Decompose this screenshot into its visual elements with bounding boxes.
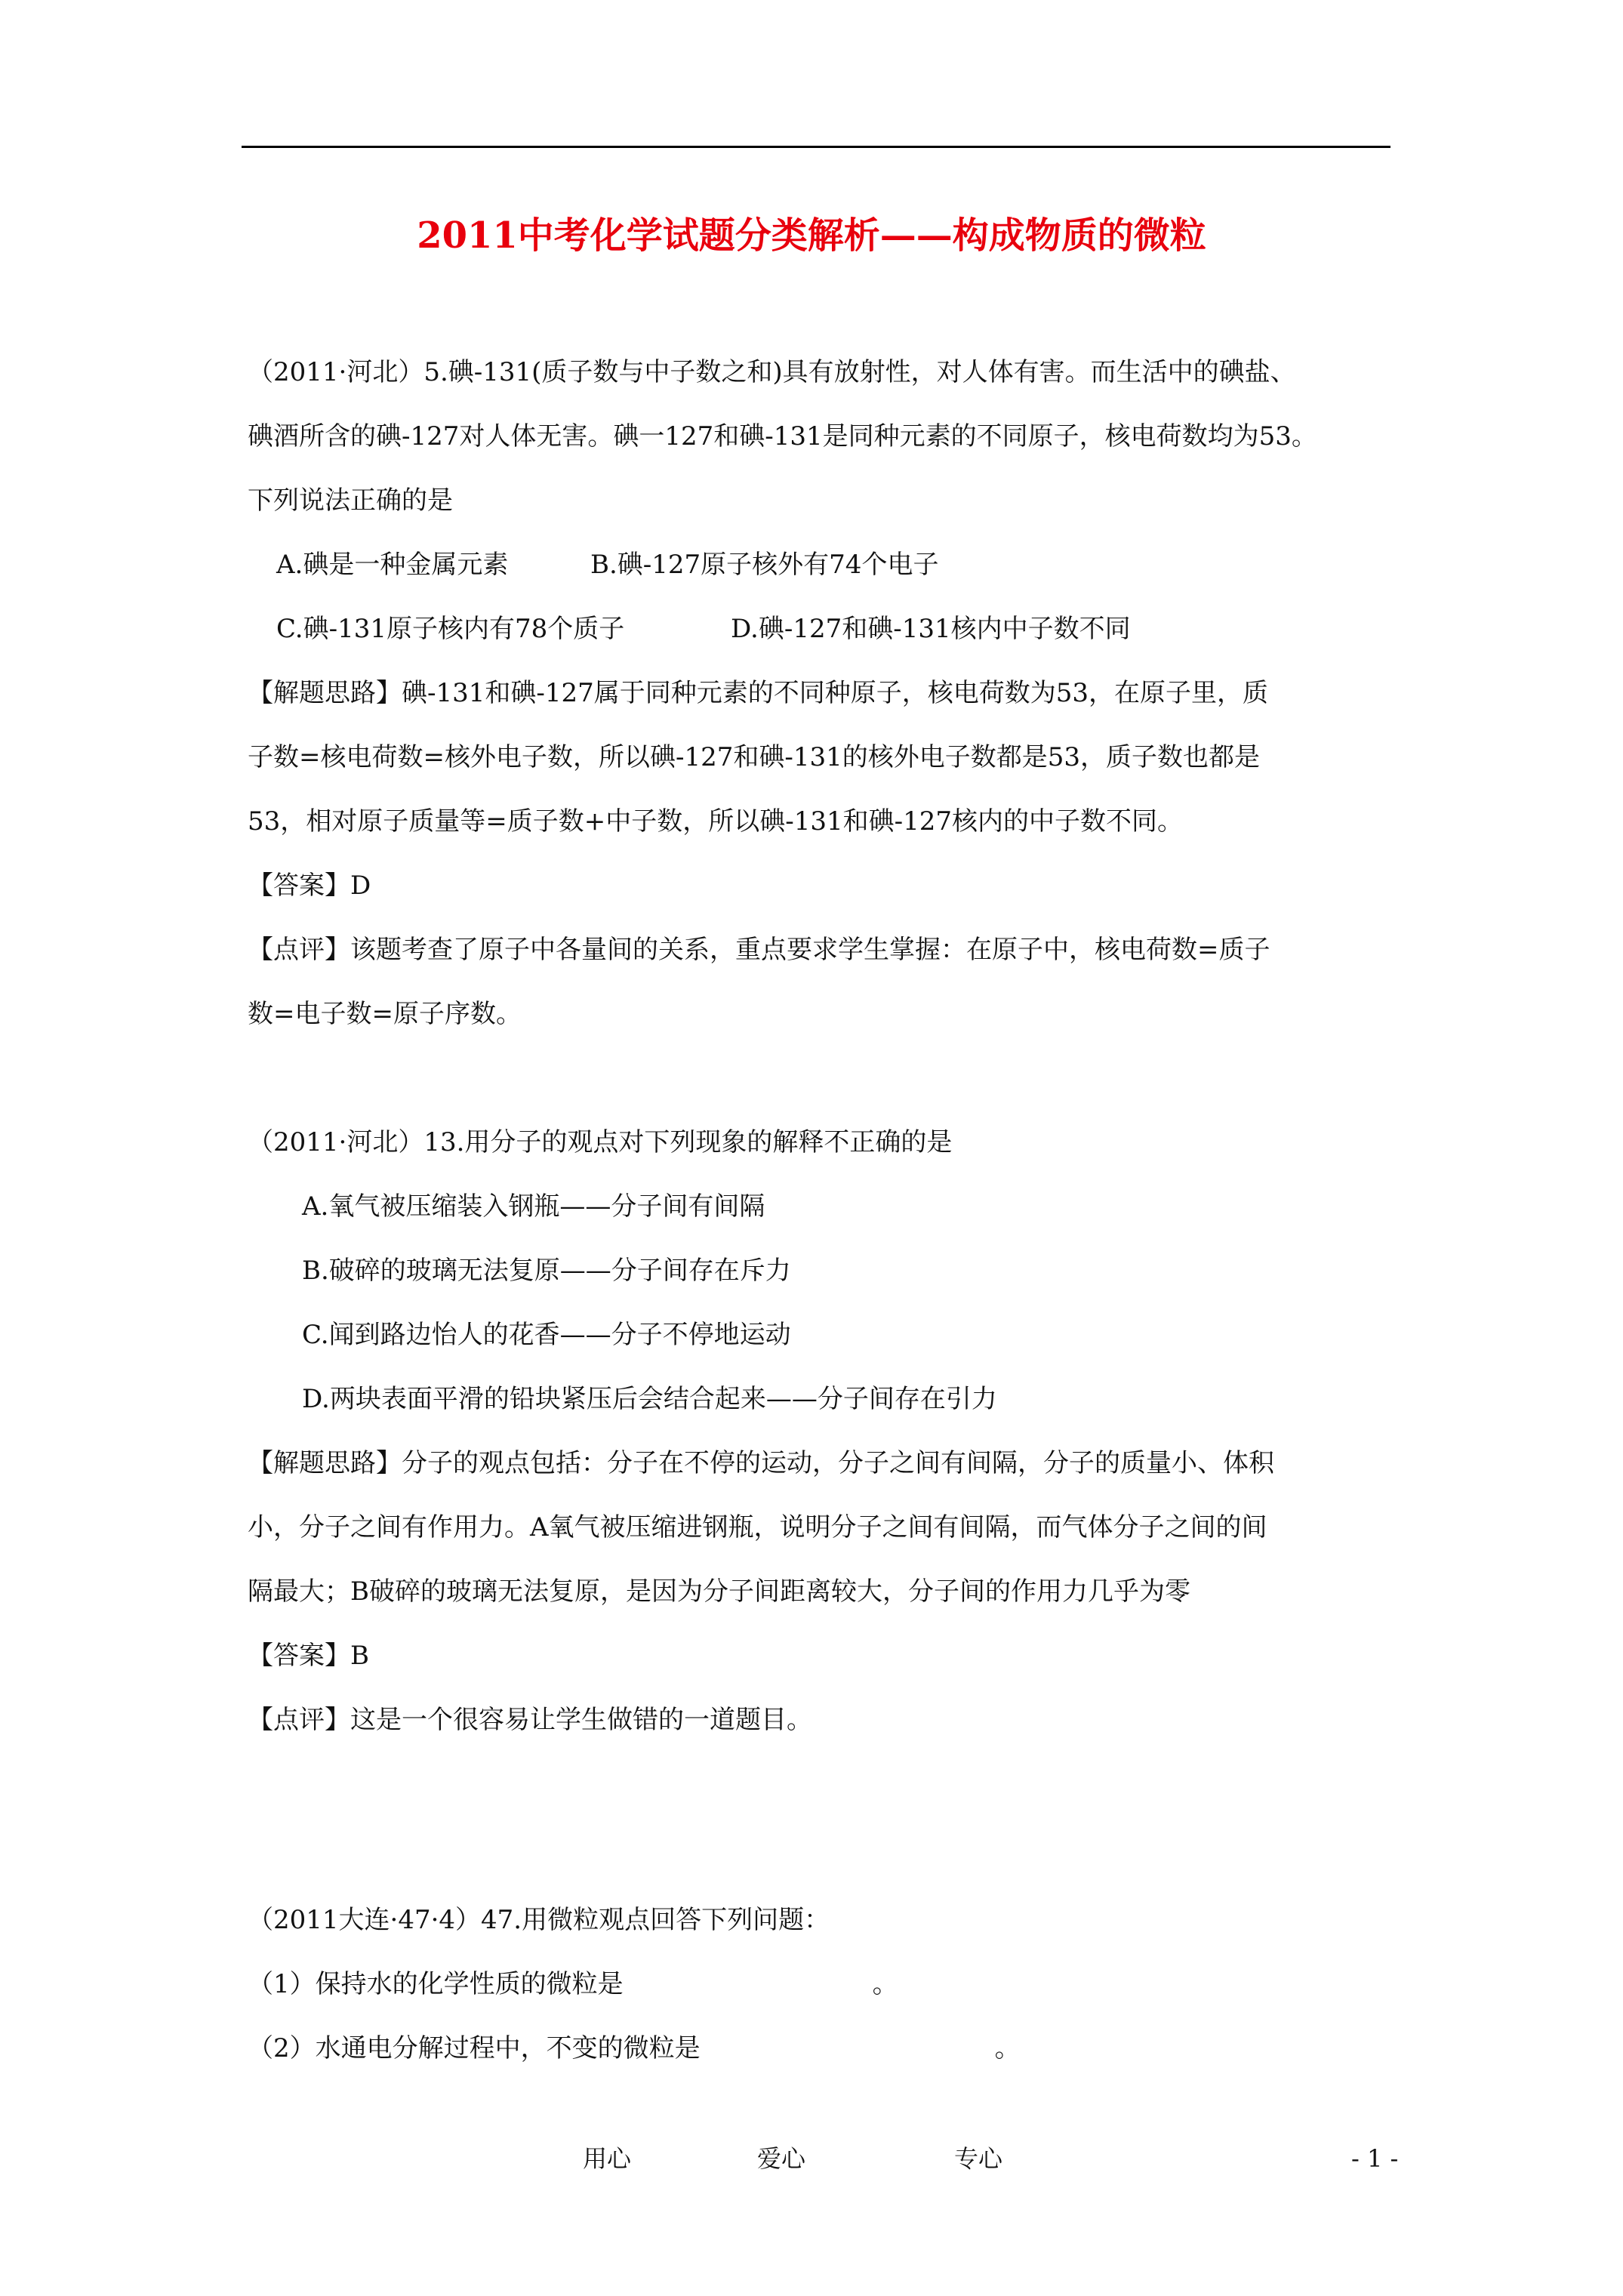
q2-analysis-line-3: 隔最大；B破碎的玻璃无法复原，是因为分子间距离较大，分子间的作用力几乎为零 xyxy=(248,1576,1190,1607)
q1-option-a: A.碘是一种金属元素 xyxy=(276,550,509,580)
header-rule xyxy=(242,146,1390,148)
q1-analysis-line-2: 子数=核电荷数=核外电子数，所以碘-127和碘-131的核外电子数都是53，质子数也都是 xyxy=(248,742,1261,772)
q1-stem-line-1: （2011·河北）5.碘-131(质子数与中子数之和)具有放射性，对人体有害。而生活中的碘盐、 xyxy=(248,357,1296,387)
q2-analysis-line-1: 【解题思路】分子的观点包括：分子在不停的运动，分子之间有间隔，分子的质量小、体积 xyxy=(248,1448,1274,1478)
q2-option-c: C.闻到路边怡人的花香——分子不停地运动 xyxy=(302,1320,791,1350)
q2-comment: 【点评】这是一个很容易让学生做错的一道题目。 xyxy=(248,1705,812,1735)
q1-comment-line-2: 数=电子数=原子序数。 xyxy=(248,999,522,1029)
footer-item-3: 专心 xyxy=(954,2144,1003,2173)
q3-sub-2-text: （2）水通电分解过程中，不变的微粒是 xyxy=(248,2033,701,2063)
q2-analysis-line-2: 小，分子之间有作用力。A氧气被压缩进钢瓶，说明分子之间有间隔，而气体分子之间的间 xyxy=(248,1512,1267,1542)
document-title: 2011中考化学试题分类解析——构成物质的微粒 xyxy=(417,214,1206,257)
q1-option-d: D.碘-127和碘-131核内中子数不同 xyxy=(731,614,1131,644)
q1-analysis-line-1: 【解题思路】碘-131和碘-127属于同种元素的不同种原子，核电荷数为53，在原子里，质 xyxy=(248,678,1269,708)
q3-sub-2 xyxy=(248,2031,1021,2066)
q2-option-a: A.氧气被压缩装入钢瓶——分子间有间隔 xyxy=(302,1191,765,1222)
q3-sub-1-period: 。 xyxy=(872,1969,898,1999)
q1-option-b: B.碘-127原子核外有74个电子 xyxy=(590,550,939,580)
q3-sub-1-text: （1）保持水的化学性质的微粒是 xyxy=(248,1969,624,1999)
q1-answer: 【答案】D xyxy=(248,871,371,901)
q2-option-b: B.破碎的玻璃无法复原——分子间存在斥力 xyxy=(302,1256,791,1286)
q1-stem-line-3: 下列说法正确的是 xyxy=(248,485,453,516)
page-number: - 1 - xyxy=(1351,2144,1399,2173)
q2-option-d: D.两块表面平滑的铅块紧压后会结合起来——分子间存在引力 xyxy=(302,1384,997,1414)
q2-stem: （2011·河北）13.用分子的观点对下列现象的解释不正确的是 xyxy=(248,1127,953,1157)
q1-option-c: C.碘-131原子核内有78个质子 xyxy=(276,614,625,644)
q1-comment-line-1: 【点评】该题考查了原子中各量间的关系，重点要求学生掌握：在原子中，核电荷数=质子 xyxy=(248,935,1270,965)
q1-stem-line-2: 碘酒所含的碘-127对人体无害。碘一127和碘-131是同种元素的不同原子，核电荷数均为53。 xyxy=(248,421,1317,451)
q2-answer: 【答案】B xyxy=(248,1641,369,1671)
q3-sub-2-period: 。 xyxy=(994,2033,1021,2063)
footer-item-1: 用心 xyxy=(583,2144,632,2173)
footer-item-2: 爱心 xyxy=(757,2144,806,2173)
q1-analysis-line-3: 53，相对原子质量等=质子数+中子数，所以碘-131和碘-127核内的中子数不同。 xyxy=(248,806,1184,837)
q3-sub-1 xyxy=(248,1967,898,2002)
q3-stem: （2011大连·47·4）47.用微粒观点回答下列问题： xyxy=(248,1905,830,1935)
